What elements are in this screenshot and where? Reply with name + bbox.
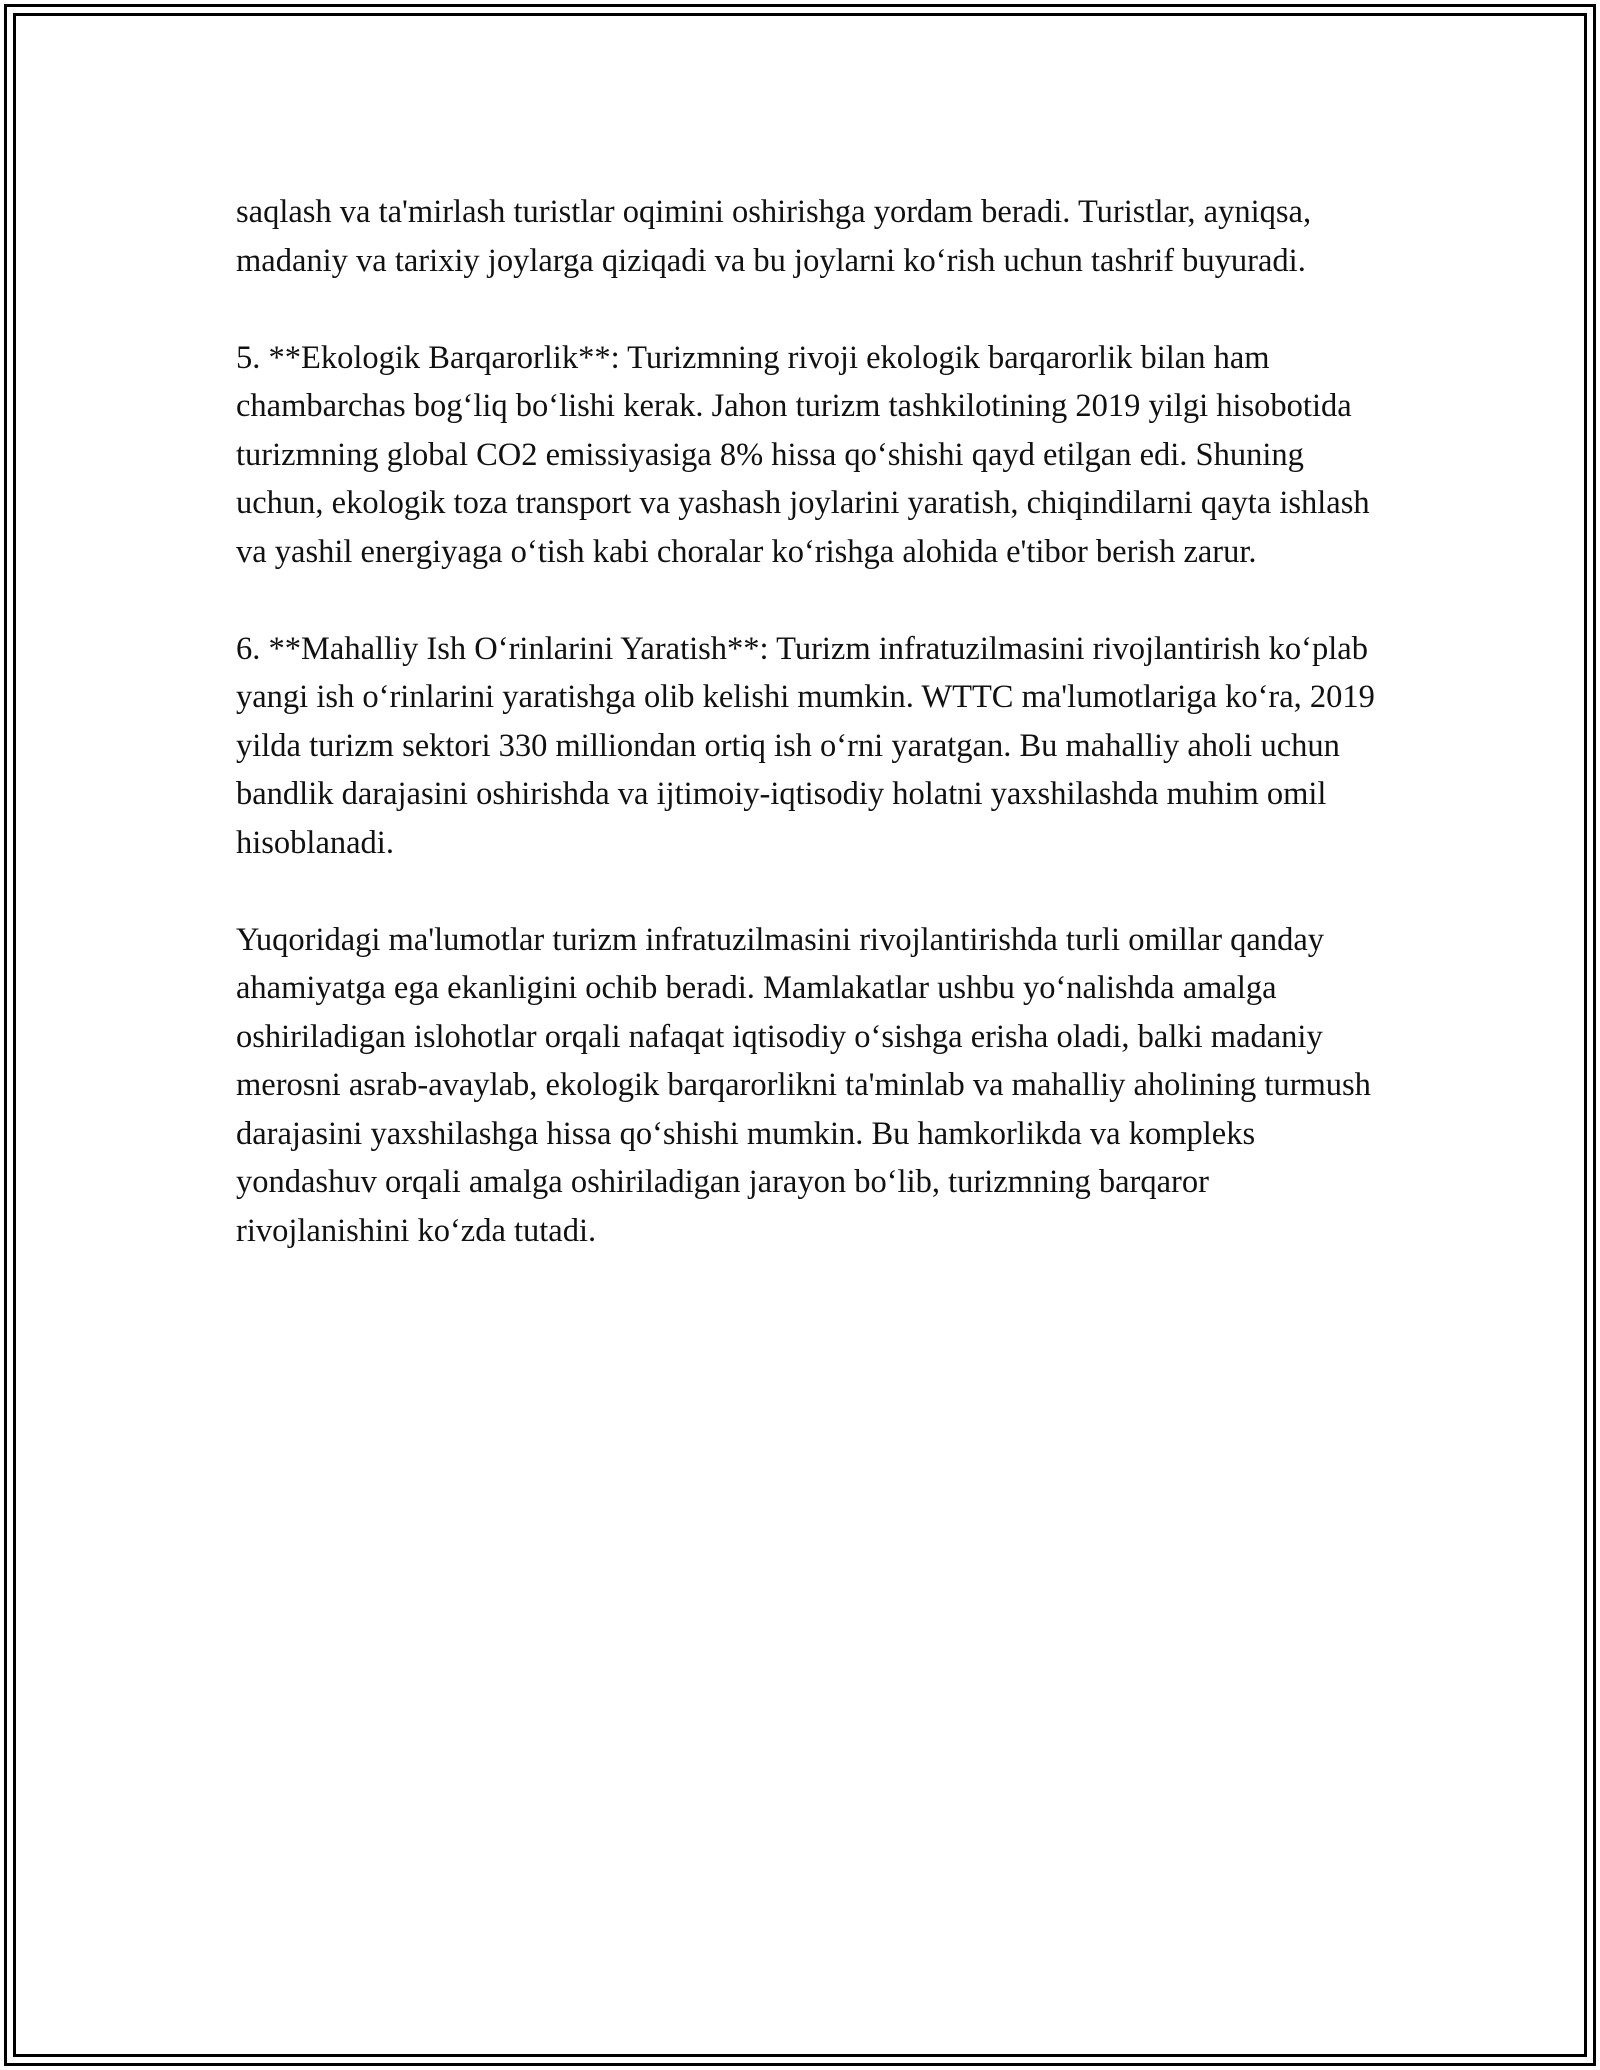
paragraph-local-jobs: 6. **Mahalliy Ish O‘rinlarini Yaratish**: Turizm infratuzilmasini rivojlantirish ko‘plab yangi ish o‘rinlarini yaratishga olib kelishi mumkin. WTTC ma'lumotlariga ko‘ra, 2019 yilda turizm sektori 330 milliondan ortiq ish o‘rni yaratgan. Bu mahalliy aholi uchun bandlik darajasini oshirishda va ijtimoiy-iqtisodiy holatni yaxshilashda muhim omil hisoblanadi. xyxy=(236,630,1375,861)
paragraph-continuation: saqlash va ta'mirlash turistlar oqimini oshirishga yordam beradi. Turistlar, ayniqsa, madaniy va tarixiy joylarga qiziqadi va bu joylarni ko‘rish uchun tashrif buyuradi. xyxy=(236,194,1312,279)
paragraph-conclusion: Yuqoridagi ma'lumotlar turizm infratuzilmasini rivojlantirishda turli omillar qanday ahamiyatga ega ekanligini ochib beradi. Mamlakatlar ushbu yo‘nalishda amalga oshiriladigan islohotlar orqali nafaqat iqtisodiy o‘sishga erisha oladi, balki madaniy merosni asrab-avaylab, ekologik barqarorlikni ta'minlab va mahalliy aholining turmush darajasini yaxshilashga hissa qo‘shishi mumkin. Bu hamkorlikda va kompleks yondashuv orqali amalga oshiriladigan jarayon bo‘lib, turizmning barqaror rivojlanishini ko‘zda tutadi. xyxy=(236,921,1371,1249)
paragraph-ecological-sustainability: 5. **Ekologik Barqarorlik**: Turizmning rivoji ekologik barqarorlik bilan ham chambarchas bog‘liq bo‘lishi kerak. Jahon turizm tashkilotining 2019 yilgi hisobotida turizmning global CO2 emissiyasiga 8% hissa qo‘shishi qayd etilgan edi. Shuning uchun, ekologik toza transport va yashash joylarini yaratish, chiqindilarni qayta ishlash va yashil energiyaga o‘tish kabi choralar ko‘rishga alohida e'tibor berish zarur. xyxy=(236,339,1370,570)
document-body xyxy=(236,188,1386,1304)
